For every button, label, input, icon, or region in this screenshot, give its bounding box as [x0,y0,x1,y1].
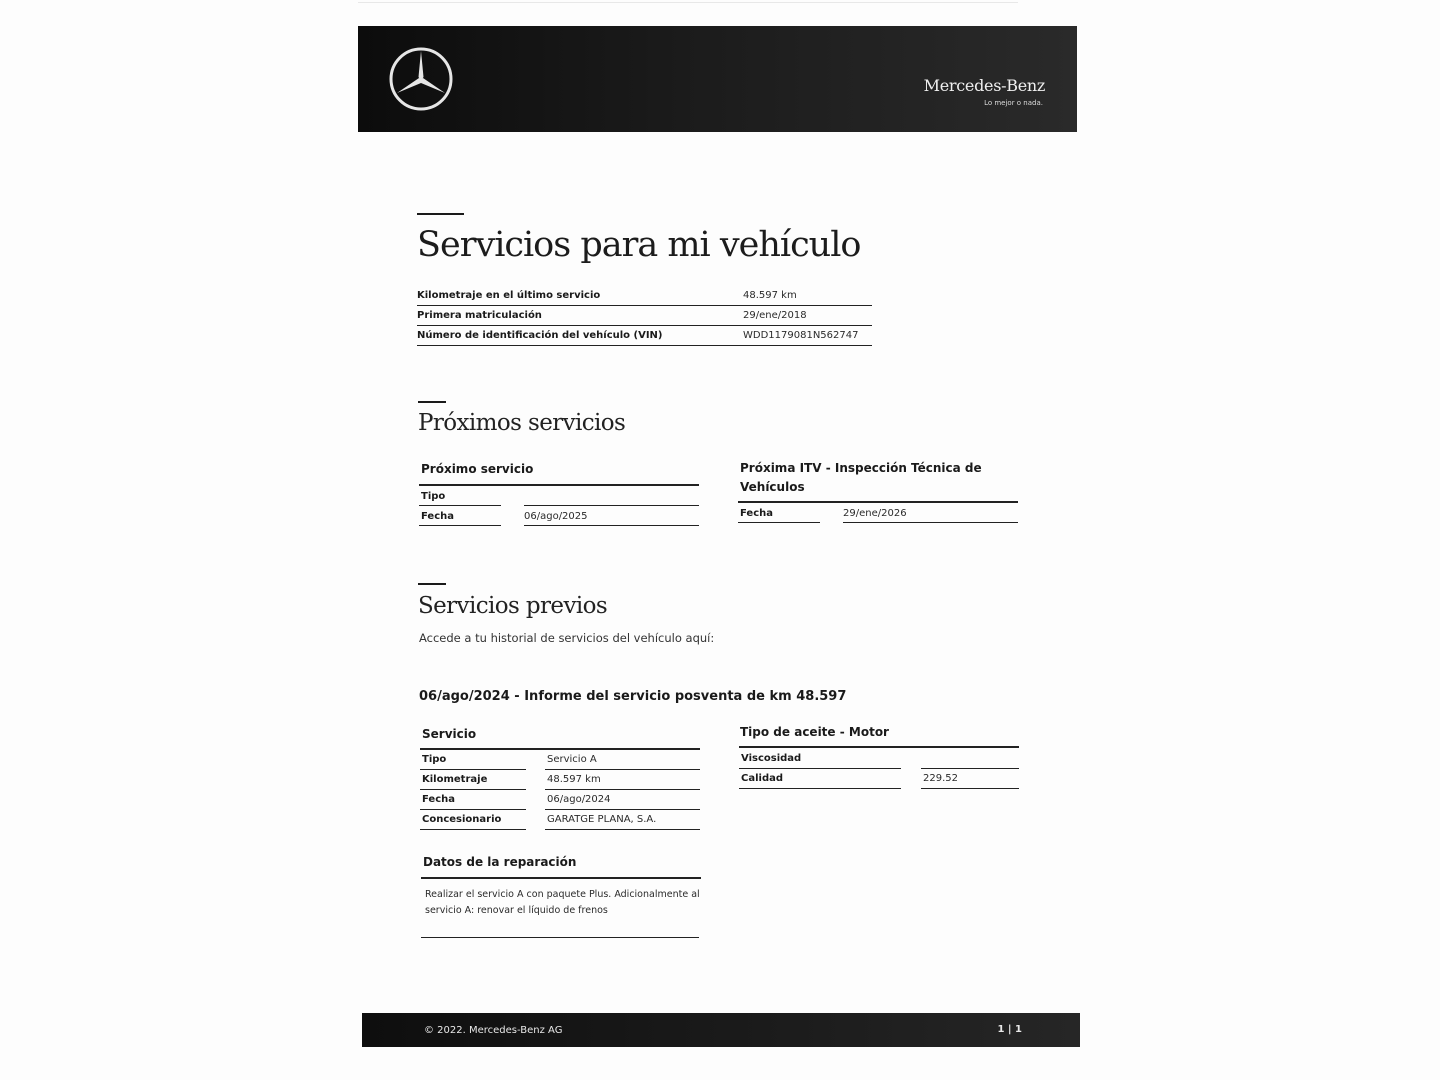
field-label: Fecha [421,511,455,522]
service-row [422,814,656,826]
field-label: Tipo [421,491,446,502]
next-itv-title-line: Próxima ITV - Inspección Técnica de [740,461,982,475]
divider [419,505,501,506]
divider [524,505,699,506]
next-itv-title-line: Vehículos [740,480,805,494]
divider [420,809,526,810]
title-dash [417,213,464,215]
divider [739,788,901,789]
field-value: 29/ene/2026 [843,508,907,519]
divider [420,769,526,770]
page-edge [358,2,1018,3]
section-heading-upcoming: Próximos servicios [418,410,626,436]
service-row [422,754,597,766]
page-title: Servicios para mi vehículo [417,225,861,265]
brand-header [358,26,1077,132]
divider [420,789,526,790]
field-label: Viscosidad [741,753,802,764]
divider [420,748,700,750]
field-value: 06/ago/2024 [547,794,611,805]
next-service-row [421,511,588,523]
vehicle-info-value: 48.597 km [743,290,797,301]
service-block-title: Servicio [422,727,477,741]
divider [421,877,701,879]
divider [417,345,872,346]
mercedes-star-icon [388,46,454,112]
vehicle-info-label: Primera matriculación [417,310,542,321]
field-label: Fecha [740,508,774,519]
divider [545,829,700,830]
field-label: Fecha [422,794,456,805]
divider [417,305,872,306]
document-page [358,0,1078,1080]
divider [739,768,901,769]
next-service-row [421,491,524,503]
brand-slogan: Lo mejor o nada. [984,99,1043,107]
service-history-link[interactable]: Accede a tu historial de servicios del vehículo aquí: [419,631,715,645]
field-value: GARATGE PLANA, S.A. [547,814,657,825]
oil-block-title: Tipo de aceite - Motor [740,725,889,739]
divider [739,746,1019,748]
divider [843,522,1018,523]
service-row [422,774,601,786]
divider [420,829,526,830]
next-itv-title [740,459,982,497]
page-number: 1 | 1 [997,1024,1022,1035]
vehicle-info-row [417,330,858,342]
vehicle-info-row [417,290,797,302]
field-label: Tipo [422,754,447,765]
brand-name: Mercedes-Benz [923,76,1045,95]
section-dash [418,401,446,403]
divider [421,937,699,938]
divider [419,525,501,526]
vehicle-info-label: Kilometraje en el último servicio [417,290,601,301]
field-label: Calidad [741,773,784,784]
field-value: 06/ago/2025 [524,511,588,522]
section-dash [418,583,446,585]
divider [545,809,700,810]
divider [921,768,1019,769]
divider [417,325,872,326]
field-label: Concesionario [422,814,502,825]
vehicle-info-value: WDD1179081N562747 [743,330,859,341]
next-service-title: Próximo servicio [421,462,534,476]
divider [524,525,699,526]
vehicle-info-row [417,310,807,322]
field-value: Servicio A [547,754,597,765]
divider [419,484,699,486]
divider [921,788,1019,789]
next-itv-row [740,508,907,520]
page-footer [362,1013,1080,1047]
oil-row [741,773,958,785]
field-label: Kilometraje [422,774,488,785]
oil-row [741,753,923,765]
repair-block-title: Datos de la reparación [423,855,577,869]
divider [545,769,700,770]
service-row [422,794,611,806]
divider [738,522,820,523]
section-heading-previous: Servicios previos [418,593,608,619]
field-value: 229.52 [923,773,958,784]
field-value: 48.597 km [547,774,601,785]
vehicle-info-value: 29/ene/2018 [743,310,807,321]
divider [738,501,1018,503]
vehicle-info-label: Número de identificación del vehículo (VIN) [417,330,663,341]
divider [545,789,700,790]
footer-copyright: © 2022. Mercedes-Benz AG [424,1025,563,1036]
repair-notes: Realizar el servicio A con paquete Plus. Adicionalmente al servicio A: renovar el líquido de frenos [425,889,700,916]
report-title: 06/ago/2024 - Informe del servicio posventa de km 48.597 [419,689,847,704]
